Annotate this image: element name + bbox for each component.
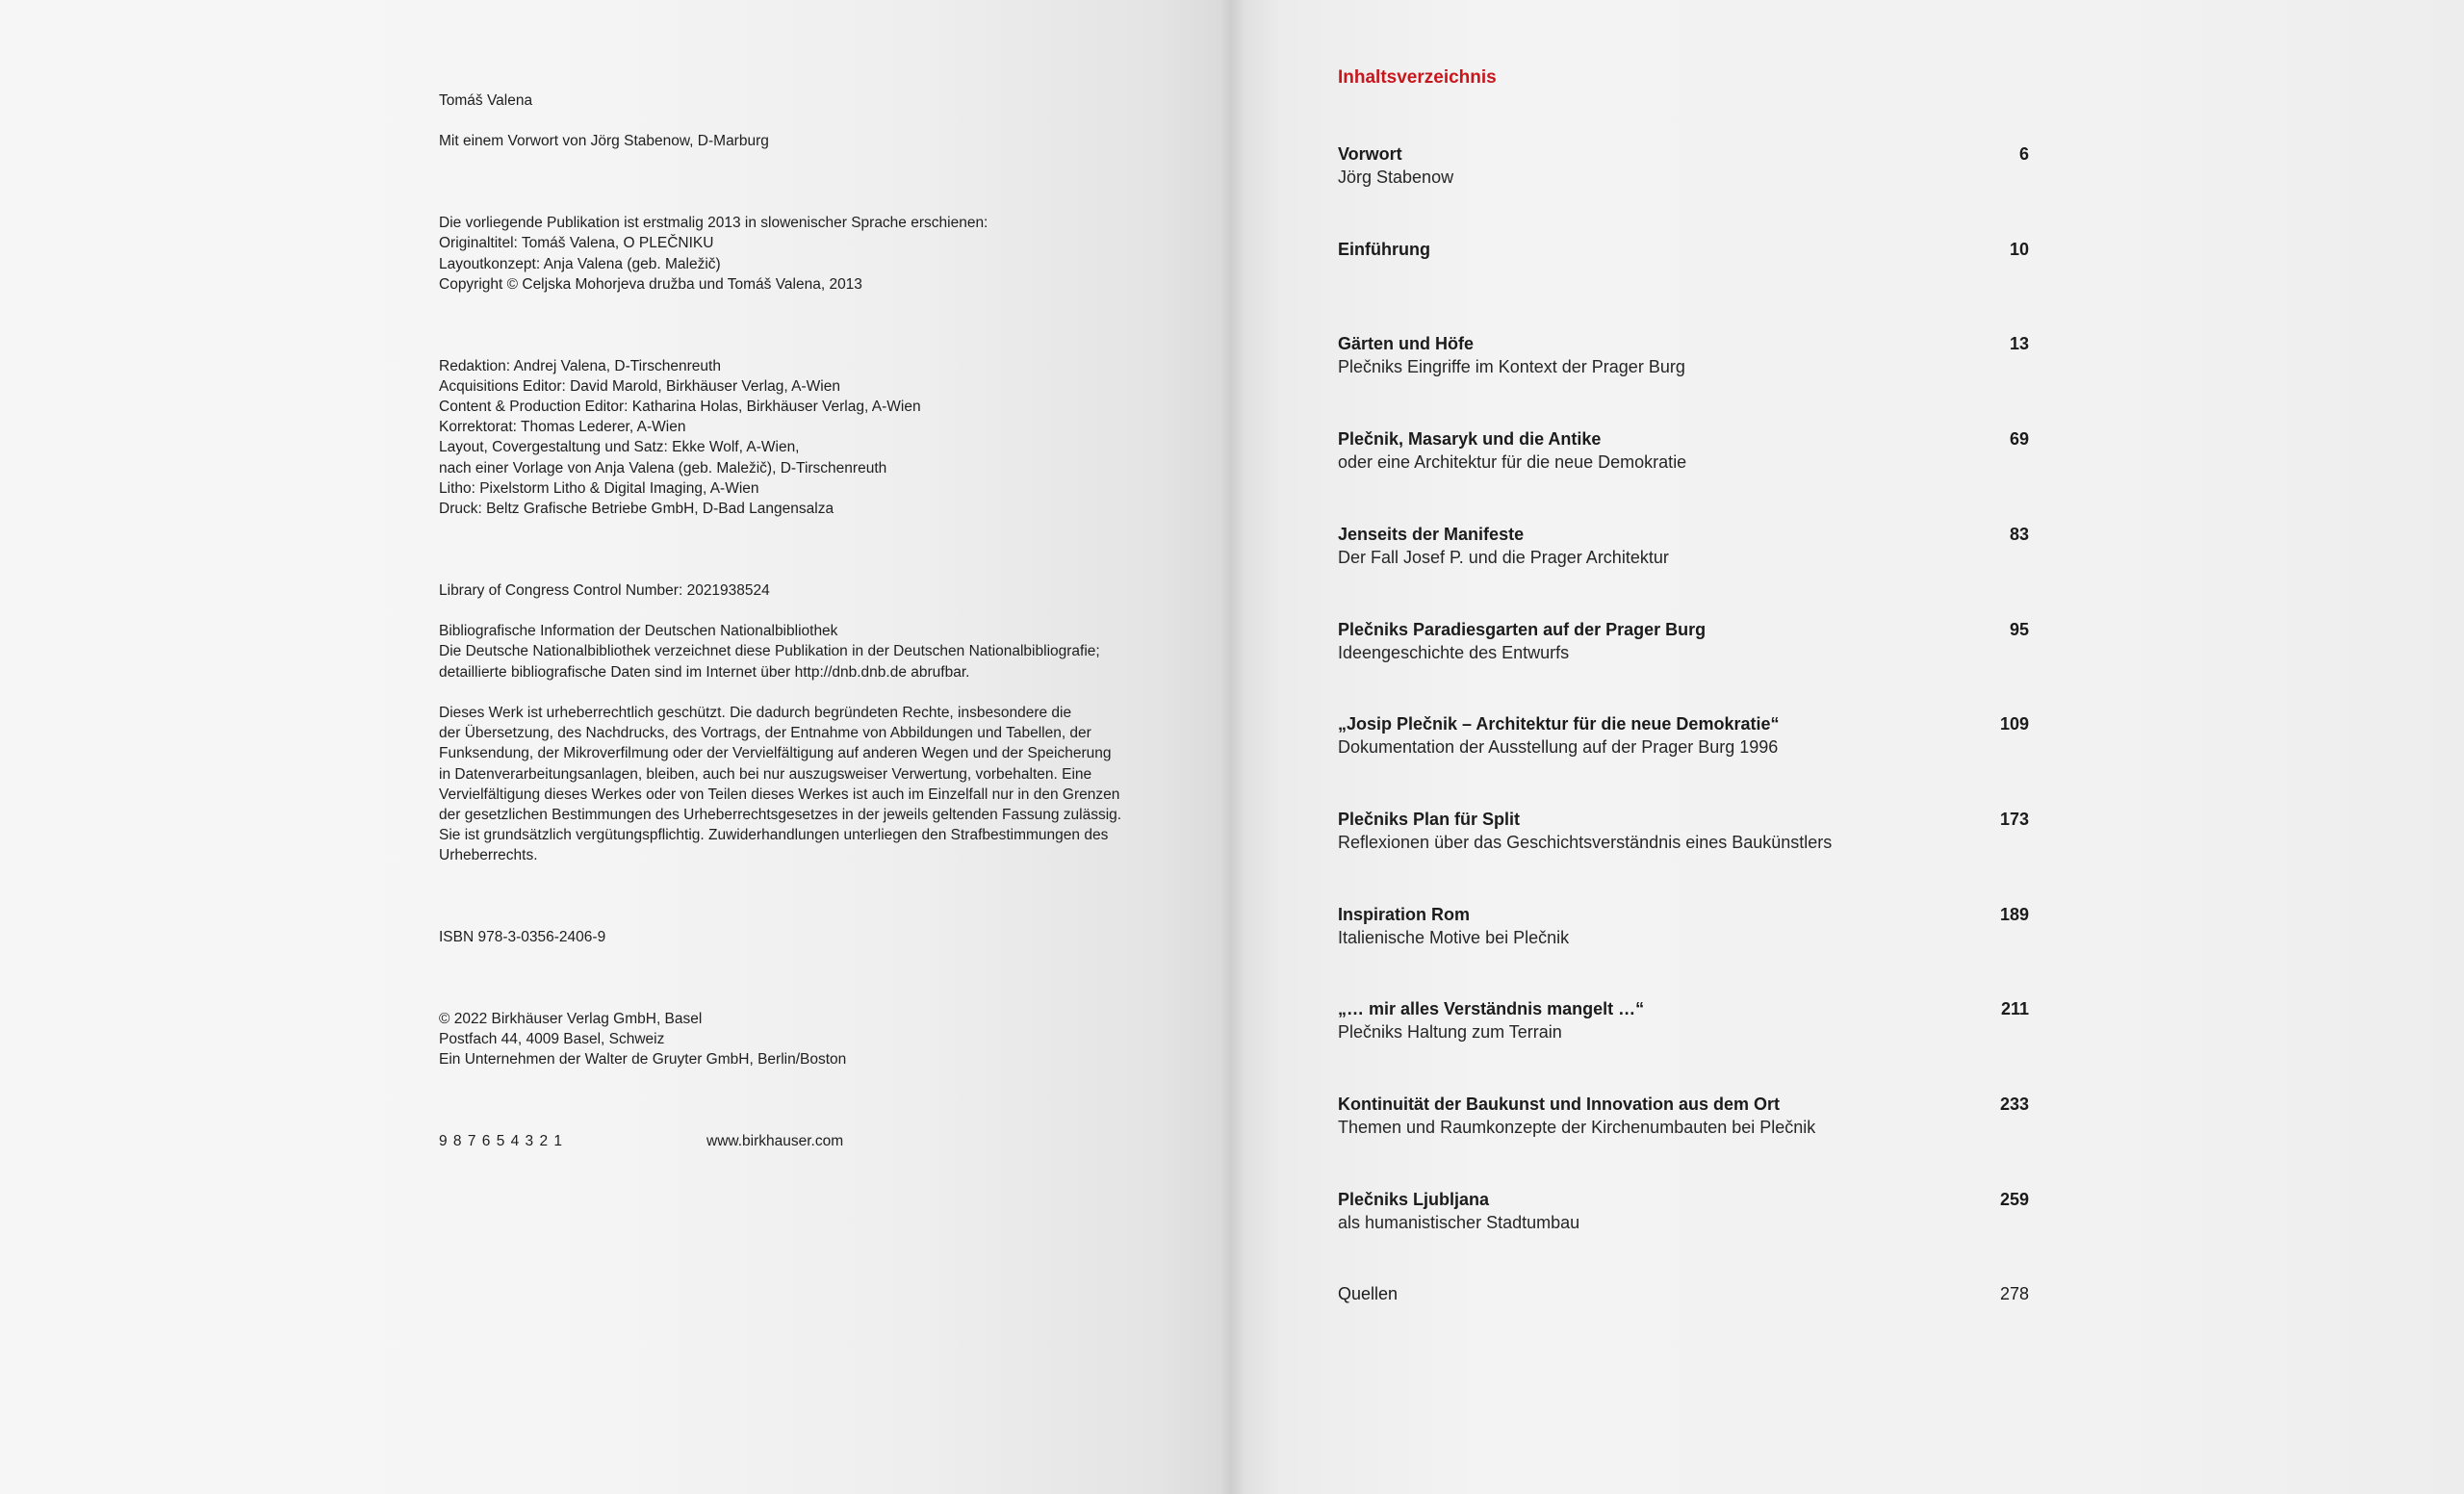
toc-entry-page-number: 13	[2009, 334, 2029, 354]
original-edition-block	[439, 213, 1170, 295]
copyright-notice-line: in Datenverarbeitungsanlagen, bleiben, auch bei nur auszugsweiser Verwertung, vorbehalten. Eine	[439, 765, 1092, 783]
toc-entry-subtitle: oder eine Architektur für die neue Demokratie	[1338, 452, 1687, 473]
toc-entry-page-number: 278	[1999, 1284, 2029, 1304]
toc-entry	[1338, 1190, 2029, 1240]
toc-heading: Inhaltsverzeichnis	[1338, 67, 1497, 88]
toc-entry-subtitle: Reflexionen über das Geschichtsverständnis eines Baukünstlers	[1338, 832, 1833, 852]
toc-entry-title: Plečniks Plan für Split	[1338, 809, 1521, 829]
toc-entry-page-number: 259	[1999, 1189, 2029, 1209]
credit-line: Korrektorat: Thomas Lederer, A-Wien	[439, 419, 686, 436]
credit-line: Redaktion: Andrej Valena, D-Tirschenreuth	[439, 357, 721, 374]
toc-entry-title: Kontinuität der Baukunst und Innovation aus dem Ort	[1338, 1095, 1781, 1114]
toc-entry	[1338, 429, 2029, 479]
toc-entry	[1338, 144, 2029, 194]
toc-entry-subtitle: Italienische Motive bei Plečnik	[1338, 927, 1570, 947]
toc-entry-title: Plečnik, Masaryk und die Antike	[1338, 429, 1602, 450]
credit-line: Layout, Covergestaltung und Satz: Ekke Wolf, A-Wien,	[439, 439, 800, 456]
copyright-notice-line: Sie ist grundsätzlich vergütungspflichtig. Zuwiderhandlungen unterliegen den Strafbestimmungen des	[439, 827, 1109, 844]
toc-entry-page-number: 6	[2018, 144, 2029, 164]
publisher-line: © 2022 Birkhäuser Verlag GmbH, Basel	[439, 1011, 703, 1028]
toc-entry	[1338, 240, 2029, 290]
copyright-notice-line: Vervielfältigung dieses Werkes oder von Teilen dieses Werkes ist auch im Einzelfall nur in den Grenzen	[439, 786, 1120, 803]
publisher-line: Ein Unternehmen der Walter de Gruyter GmbH, Berlin/Boston	[439, 1051, 847, 1069]
original-edition-line: Originaltitel: Tomáš Valena, O PLEČNIKU	[439, 235, 714, 252]
toc-entry-title: „Josip Plečnik – Architektur für die neue Demokratie“	[1338, 714, 1780, 734]
toc-entry-page-number: 211	[2000, 999, 2029, 1019]
toc-entry-subtitle: Ideengeschichte des Entwurfs	[1338, 642, 1570, 662]
toc-entry-title: Plečniks Paradiesgarten auf der Prager Burg	[1338, 619, 1707, 639]
toc-entry-page-number: 189	[1999, 904, 2029, 924]
toc-entry-subtitle: Plečniks Eingriffe im Kontext der Prager Burg	[1338, 357, 1685, 377]
toc-entry	[1338, 810, 2029, 860]
isbn: ISBN 978-3-0356-2406-9	[439, 929, 606, 946]
toc-entry	[1338, 525, 2029, 575]
bibliographic-line: detaillierte bibliografische Daten sind im Internet über http://dnb.dnb.de abrufbar.	[439, 663, 970, 681]
toc-entry-subtitle: als humanistischer Stadtumbau	[1338, 1212, 1580, 1232]
toc-entry-subtitle: Plečniks Haltung zum Terrain	[1338, 1022, 1562, 1043]
publisher-block	[439, 1009, 1170, 1070]
copyright-notice-line: der Übersetzung, des Nachdrucks, des Vortrags, der Entnahme von Abbildungen und Tabellen, der	[439, 725, 1091, 742]
toc-entry-title: Jenseits der Manifeste	[1338, 524, 1525, 544]
toc-entry	[1338, 714, 2029, 764]
toc-entry-title: Vorwort	[1338, 144, 1402, 164]
copyright-notice-line: Dieses Werk ist urheberrechtlich geschützt. Die dadurch begründeten Rechte, insbesondere die	[439, 705, 1072, 721]
toc-entry-subtitle: Themen und Raumkonzepte der Kirchenumbauten bei Plečnik	[1338, 1118, 1816, 1137]
bibliographic-line: Die Deutsche Nationalbibliothek verzeichnet diese Publikation in der Deutschen Nationalbibliografie;	[439, 643, 1100, 660]
imprint-footer	[439, 1131, 1170, 1151]
foreword-credit: Mit einem Vorwort von Jörg Stabenow, D-Marburg	[439, 133, 769, 150]
toc-entry	[1338, 905, 2029, 955]
original-edition-line: Die vorliegende Publikation ist erstmalig 2013 in slowenischer Sprache erschienen:	[439, 215, 988, 232]
toc-entry-subtitle: Dokumentation der Ausstellung auf der Prager Burg 1996	[1338, 737, 1779, 758]
toc-entry-title: Gärten und Höfe	[1338, 334, 1475, 354]
original-edition-line: Copyright © Celjska Mohorjeva družba und Tomáš Valena, 2013	[439, 275, 862, 293]
toc-entry-subtitle: Jörg Stabenow	[1338, 167, 1454, 187]
toc-entry-title: Quellen	[1338, 1284, 1399, 1304]
toc-entry	[1338, 999, 2029, 1049]
credit-line: Druck: Beltz Grafische Betriebe GmbH, D-Bad Langensalza	[439, 501, 834, 518]
book-gutter-shadow	[1220, 0, 1245, 1494]
toc-entry	[1338, 334, 2029, 384]
toc-entry	[1338, 1284, 2029, 1334]
toc-entry-subtitle: Der Fall Josef P. und die Prager Architektur	[1338, 547, 1669, 567]
copyright-notice-block	[439, 703, 1170, 866]
copyright-notice-line: Urheberrechts.	[439, 847, 538, 864]
toc-entry-page-number: 173	[1999, 809, 2029, 829]
original-edition-line: Layoutkonzept: Anja Valena (geb. Maležič)	[439, 255, 721, 272]
publisher-line: Postfach 44, 4009 Basel, Schweiz	[439, 1031, 665, 1048]
toc-entry	[1338, 1095, 2029, 1145]
author-line: Tomáš Valena	[439, 92, 533, 109]
copyright-notice-line: Funksendung, der Mikroverfilmung oder der Vervielfältigung auf anderen Wegen und der Speicherung	[439, 745, 1112, 762]
toc-entry-title: Inspiration Rom	[1338, 904, 1471, 924]
toc-entry-title: „… mir alles Verständnis mangelt …“	[1338, 999, 1645, 1019]
imprint-text	[439, 90, 1170, 1151]
bibliographic-block	[439, 621, 1170, 683]
toc-entry-page-number: 83	[2009, 524, 2029, 544]
copyright-notice-line: der gesetzlichen Bestimmungen des Urheberrechtsgesetzes in der jeweils geltenden Fassung zulässig.	[439, 807, 1122, 824]
loc-control-number: Library of Congress Control Number: 2021938524	[439, 581, 770, 599]
credit-line: Litho: Pixelstorm Litho & Digital Imaging, A-Wien	[439, 479, 759, 497]
toc-entry-title: Einführung	[1338, 239, 1430, 259]
publisher-website: www.birkhauser.com	[706, 1133, 844, 1150]
toc-entry-page-number: 69	[2009, 429, 2029, 450]
toc-entry-title: Plečniks Ljubljana	[1338, 1189, 1490, 1209]
print-run-numbers: 9 8 7 6 5 4 3 2 1	[439, 1133, 564, 1150]
toc-entry	[1338, 620, 2029, 670]
credits-block	[439, 356, 1170, 520]
credit-line: Content & Production Editor: Katharina Holas, Birkhäuser Verlag, A-Wien	[439, 399, 921, 415]
credit-line: nach einer Vorlage von Anja Valena (geb. Maležič), D-Tirschenreuth	[439, 459, 887, 477]
toc-entry-page-number: 109	[1999, 714, 2029, 734]
bibliographic-line: Bibliografische Information der Deutschen Nationalbibliothek	[439, 623, 838, 640]
toc-entry-page-number: 95	[2009, 619, 2029, 639]
toc-entry-page-number: 10	[2009, 239, 2029, 259]
credit-line: Acquisitions Editor: David Marold, Birkhäuser Verlag, A-Wien	[439, 377, 840, 395]
toc-entry-page-number: 233	[1999, 1095, 2029, 1114]
